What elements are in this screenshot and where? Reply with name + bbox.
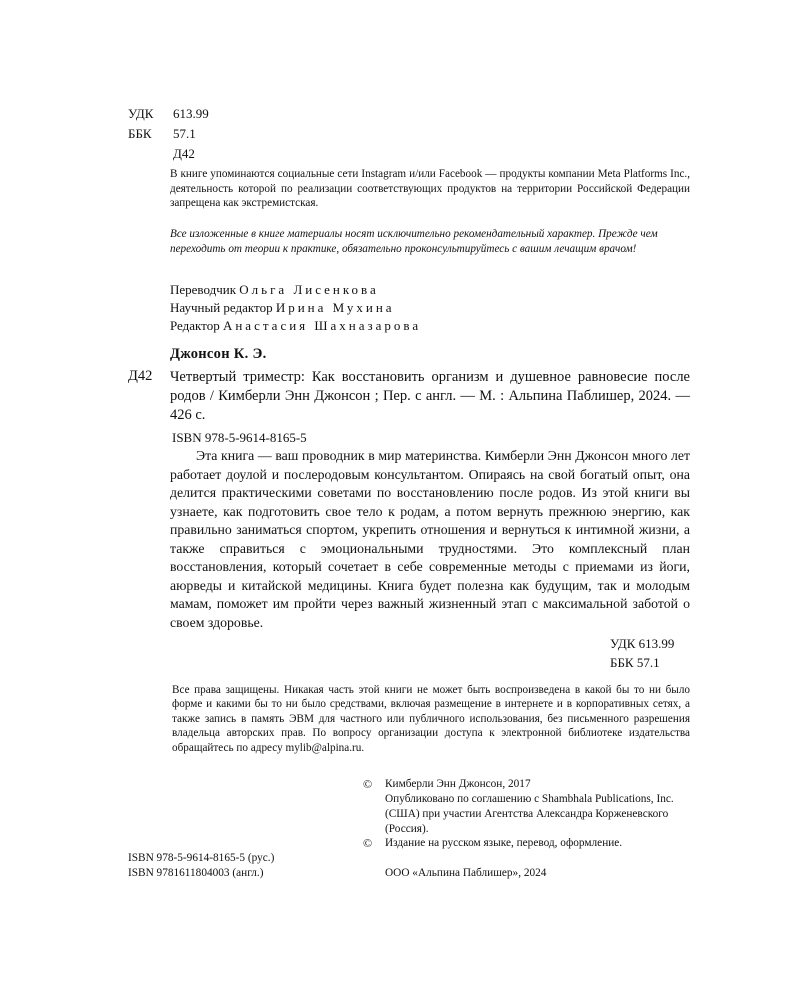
udk-right: УДК 613.99	[610, 636, 675, 651]
isbn-main: ISBN 978-5-9614-8165-5	[172, 430, 307, 445]
udk-label: УДК	[128, 106, 154, 121]
credit-role: Переводчик	[170, 282, 237, 297]
isbn-english: ISBN 9781611804003 (англ.)	[128, 867, 264, 879]
bibliographic-description: Четвертый триместр: Как восстановить организм и душевное равновесие после родов / Кимберли Энн Джонсон ; Пер. с англ. — М. : Альпина Паблишер, 2024. — 426 с.	[170, 369, 690, 423]
credit-editor	[170, 317, 421, 335]
social-networks-notice: В книге упоминаются социальные сети Instagram и/или Facebook — продукты компании Meta Platforms Inc., деятельность которой по реализации соответствующих продуктов на территории Российской Федерации запрещена как экстремистская.	[170, 168, 690, 209]
copyright-publisher: ООО «Альпина Паблишер», 2024	[385, 867, 547, 879]
copyright-symbol: ©	[363, 777, 373, 791]
udk-value: 613.99	[173, 106, 209, 121]
copyright-symbol: ©	[363, 836, 373, 850]
credit-role: Научный редактор	[170, 300, 273, 315]
annotation: Эта книга — ваш проводник в мир материнства. Кимберли Энн Джонсон много лет работает доулой и послеродовым консультантом. Опираясь на свой богатый опыт, она делится практическими советами по восстановлению после родов. Из этой книги вы узнаете, как подготовить свое тело к родам, а потом вернуть прежнюю энергию, как правильно заниматься спортом, укрепить отношения и вернуться к интимной жизни, а также справиться с эмоциональными трудностями. Это комплексный план восстановления, который сочетает в себе современные методы с приемами из йоги, аюрведы и китайской медицины. Книга будет полезна как будущим, так и молодым мамам, поможет им пройти через важный жизненный этап с максимальной заботой о своем здоровье.	[170, 448, 690, 630]
author-heading: Джонсон К. Э.	[170, 346, 267, 362]
isbn-russian: ISBN 978-5-9614-8165-5 (рус.)	[128, 852, 275, 864]
rights-notice: Все права защищены. Никакая часть этой книги не может быть воспроизведена в какой бы то ни было форме и какими бы то ни было средствами, включая размещение в интернете и в корпоративных сетях, а также запись в память ЭВМ для частного или публичного использования, без письменного разрешения владельца авторских прав. По вопросу организации доступа к электронной библиотеке издательства обращайтесь по адресу mylib@alpina.ru.	[172, 684, 690, 754]
copyright-original: Кимберли Энн Джонсон, 2017	[385, 778, 531, 790]
bbk-label: ББК	[128, 126, 152, 141]
credit-name: Анастасия Шахназарова	[222, 318, 422, 333]
disclaimer-notice: Все изложенные в книге материалы носят исключительно рекомендательный характер. Прежде чем переходить от теории к практике, обязательно проконсультируйтесь с вашим лечащим врачом!	[170, 228, 658, 255]
bbk-right: ББК 57.1	[610, 655, 660, 670]
credit-name: Ольга Лисенкова	[239, 282, 379, 297]
copyright-agreement: Опубликовано по соглашению с Shambhala Publications, Inc. (США) при участии Агентства Александра Корженевского (Россия).	[385, 793, 674, 835]
udk-row	[128, 104, 209, 124]
bbk-row	[128, 124, 196, 144]
credit-name: Ирина Мухина	[275, 300, 395, 315]
credit-translator	[170, 281, 379, 299]
copyright-russian-edition: Издание на русском языке, перевод, оформление.	[385, 837, 623, 849]
credit-role: Редактор	[170, 318, 220, 333]
bbk-value: 57.1	[173, 126, 196, 141]
credit-science-editor	[170, 299, 395, 317]
author-code-top: Д42	[173, 146, 195, 161]
author-code: Д42	[128, 368, 153, 384]
